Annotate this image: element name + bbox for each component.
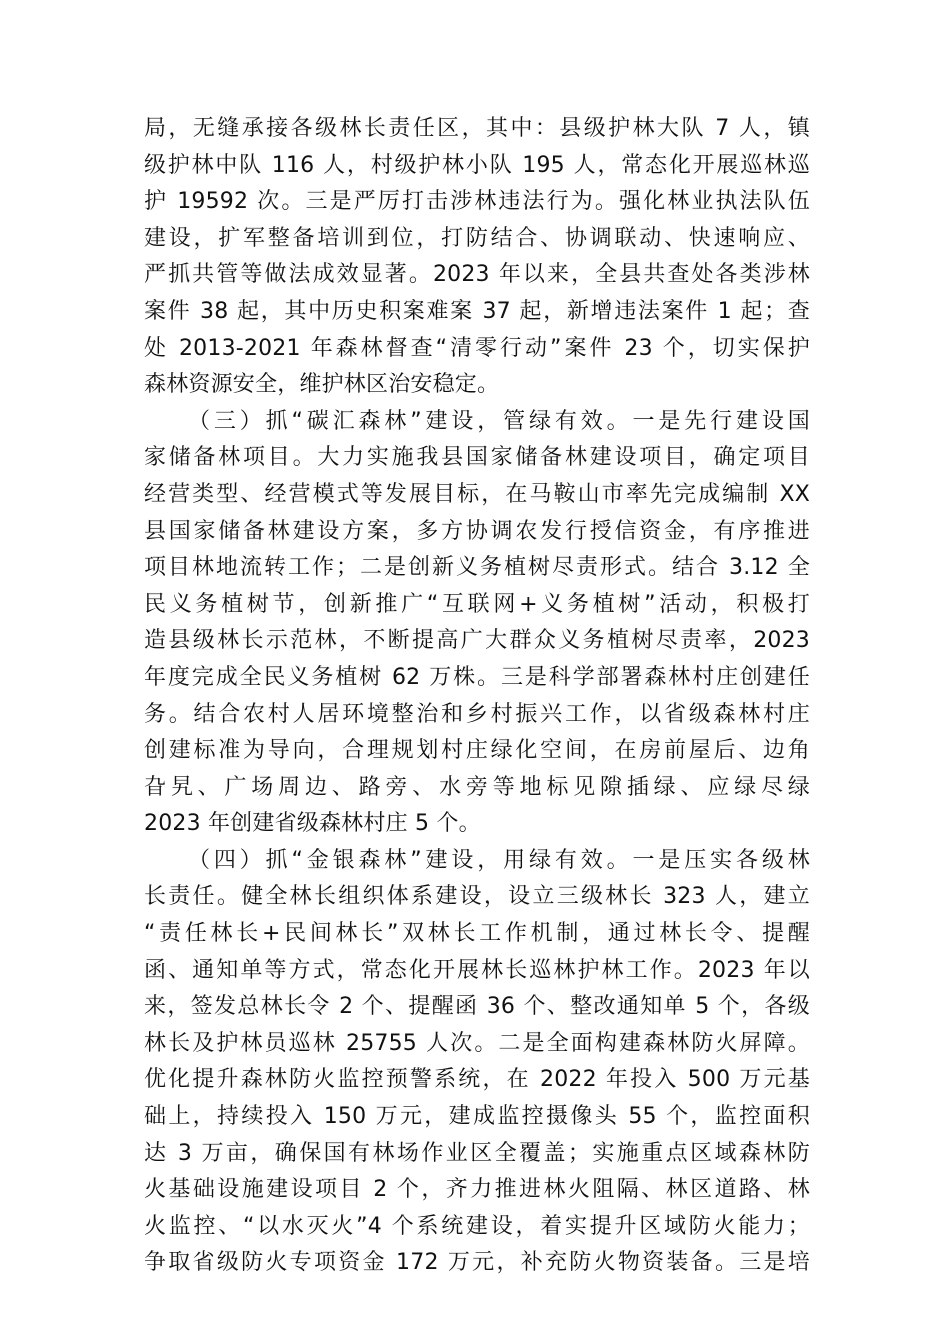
text-line: 护 19592 次。三是严厉打击涉林违法行为。强化林业执法队伍 — [144, 189, 810, 215]
text-line: 旮旯、广场周边、路旁、水旁等地标见隙插绿、应绿尽绿 — [144, 774, 810, 800]
text-line: 严抓共管等做法成效显著。2023 年以来，全县共查处各类涉林 — [144, 262, 810, 288]
text-line: “责任林长+民间林长”双林长工作机制，通过林长令、提醒 — [144, 921, 810, 947]
text-line: 2023 年创建省级森林村庄 5 个。 — [144, 811, 481, 837]
text-line: 级护林中队 116 人，村级护林小队 195 人，常态化开展巡林巡 — [144, 152, 810, 178]
text-line: 民义务植树节，创新推广“互联网+义务植树”活动，积极打 — [144, 591, 810, 617]
text-line: （四）抓“金银森林”建设，用绿有效。一是压实各级林 — [188, 847, 810, 873]
text-line: 经营类型、经营模式等发展目标，在马鞍山市率先完成编制 XX — [144, 481, 810, 507]
text-line: 优化提升森林防火监控预警系统，在 2022 年投入 500 万元基 — [144, 1067, 810, 1093]
text-line: 家储备林项目。大力实施我县国家储备林建设项目，确定项目 — [144, 445, 810, 471]
text-line: 长责任。健全林长组织体系建设，设立三级林长 323 人，建立 — [144, 884, 810, 910]
text-line: 处 2013-2021 年森林督查“清零行动”案件 23 个，切实保护 — [144, 335, 810, 361]
text-line: 函、通知单等方式，常态化开展林长巡林护林工作。2023 年以 — [144, 957, 810, 983]
text-line: 建设，扩军整备培训到位，打防结合、协调联动、快速响应、 — [144, 225, 810, 251]
text-line: 火监控、“以水灭火”4 个系统建设，着实提升区域防火能力； — [144, 1213, 810, 1239]
text-line: 造县级林长示范林，不断提高广大群众义务植树尽责率，2023 — [144, 628, 810, 654]
text-line: 森林资源安全，维护林区治安稳定。 — [144, 372, 500, 398]
body-text — [144, 111, 810, 1282]
text-line: 火基础设施建设项目 2 个，齐力推进林火阻隔、林区道路、林 — [144, 1177, 810, 1203]
text-line: 础上，持续投入 150 万元，建成监控摄像头 55 个，监控面积 — [144, 1104, 810, 1130]
text-line: 案件 38 起，其中历史积案难案 37 起，新增违法案件 1 起；查 — [144, 298, 810, 324]
text-line: 林长及护林员巡林 25755 人次。二是全面构建森林防火屏障。 — [144, 1030, 810, 1056]
text-line: 来，签发总林长令 2 个、提醒函 36 个、整改通知单 5 个，各级 — [144, 994, 810, 1020]
text-line: 年度完成全民义务植树 62 万株。三是科学部署森林村庄创建任 — [144, 664, 810, 690]
text-line: 创建标准为导向，合理规划村庄绿化空间，在房前屋后、边角 — [144, 738, 810, 764]
text-line: 局，无缝承接各级林长责任区，其中：县级护林大队 7 人，镇 — [144, 116, 810, 141]
text-line: 争取省级防火专项资金 172 万元，补充防火物资装备。三是培 — [144, 1250, 810, 1276]
text-line: （三）抓“碳汇森林”建设，管绿有效。一是先行建设国 — [188, 408, 810, 434]
text-line: 达 3 万亩，确保国有林场作业区全覆盖；实施重点区域森林防 — [144, 1140, 810, 1166]
text-line: 县国家储备林建设方案，多方协调农发行授信资金，有序推进 — [144, 518, 810, 544]
text-line: 务。结合农村人居环境整治和乡村振兴工作，以省级森林村庄 — [144, 701, 810, 727]
text-line: 项目林地流转工作；二是创新义务植树尽责形式。结合 3.12 全 — [144, 555, 810, 581]
